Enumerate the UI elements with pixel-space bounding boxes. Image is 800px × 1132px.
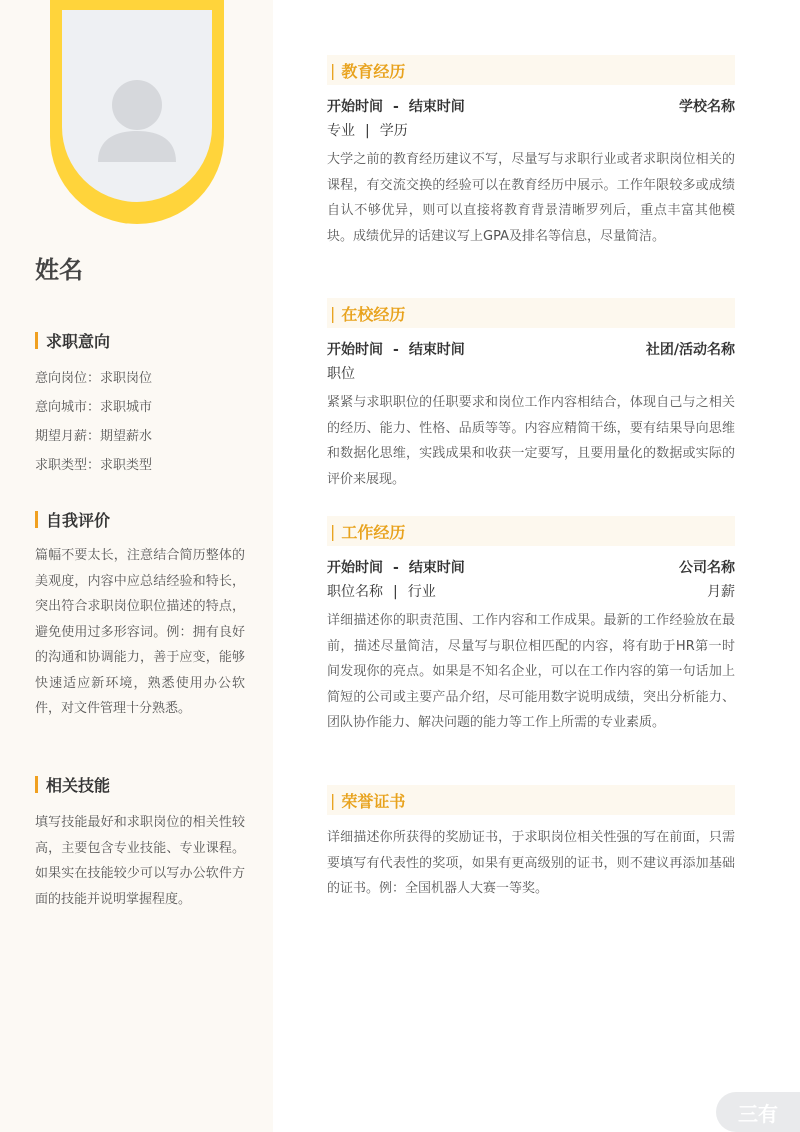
campus-sub-row [327,361,735,385]
intent-title-text: 求职意向 [46,331,111,351]
skills-title-text: 相关技能 [46,775,111,795]
separator: | [365,123,370,139]
candidate-name: 姓名 [35,256,83,284]
company-name: 公司名称 [679,560,735,576]
start-time: 开始时间 [327,342,383,358]
honors-title [327,785,735,815]
job-title: 职位名称 [327,584,383,600]
intent-value: 期望薪水 [100,429,153,444]
major: 专业 [327,123,355,139]
title-accent-bar [35,332,38,349]
education-sub-row [327,118,735,142]
education-period [327,96,465,116]
campus-title [327,298,735,328]
skills-section [35,772,245,912]
intent-section [35,328,245,480]
org-name: 社团/活动名称 [645,342,735,358]
avatar[interactable] [62,10,212,202]
education-title [327,55,735,85]
campus-position: 职位 [327,366,355,382]
intent-item-salary [35,422,245,451]
end-time: 结束时间 [408,342,465,358]
honors-section [327,785,735,902]
intent-value: 求职岗位 [100,371,153,386]
intent-title [35,328,245,352]
watermark-badge: 三有 [716,1092,800,1132]
campus-period [327,339,465,359]
honors-description: 详细描述你所获得的奖励证书，于求职岗位相关性强的写在前面，只需要填写有代表性的奖项，如果有更高级别的证书，则不建议再添加基础的证书。例：全国机器人大赛一等奖。 [327,830,735,896]
work-title-text: 工作经历 [341,522,406,542]
honors-title-text: 荣誉证书 [341,791,406,811]
school-name: 学校名称 [679,99,735,115]
title-accent-bar [35,511,38,528]
degree: 学历 [379,123,408,139]
intent-key: 期望月薪： [35,429,101,444]
start-time: 开始时间 [327,99,383,115]
avatar-frame [50,0,224,224]
work-sub-row [327,579,735,603]
campus-title-text: 在校经历 [341,304,406,324]
campus-description: 紧紧与求职职位的任职要求和岗位工作内容相结合，体现自己与之相关的经历、能力、性格、品质等等。内容应精简干练，要有结果导向思维和数据化思维，实践成果和收获一定要写，且要用量化的数据或实际的评价来展现。 [327,395,735,487]
person-placeholder-icon [62,10,212,202]
work-title [327,516,735,546]
end-time: 结束时间 [408,560,465,576]
work-section [327,516,735,736]
time-dash: - [393,560,399,576]
start-time: 开始时间 [327,560,383,576]
self-eval-title [35,507,245,531]
work-position-industry [327,581,436,601]
education-header-row [327,94,735,118]
intent-key: 意向城市： [35,400,101,415]
end-time: 结束时间 [408,99,465,115]
skills-text: 填写技能最好和求职岗位的相关性较高，主要包含专业技能、专业课程。如果实在技能较少可以写办公软件方面的技能并说明掌握程度。 [35,815,245,907]
education-description: 大学之前的教育经历建议不写，尽量写与求职行业或者求职岗位相关的课程，有交流交换的经验可以在教育经历中展示。工作年限较多或成绩自认不够优异，则可以直接将教育背景清晰罗列后，重点丰富其他模块。成绩优异的话建议写上GPA及排名等信息，尽量简洁。 [327,152,735,244]
intent-item-city [35,393,245,422]
industry: 行业 [407,584,436,600]
intent-key: 求职类型： [35,458,101,473]
intent-value: 求职类型 [100,458,153,473]
title-accent-bar [35,776,38,793]
education-major-degree [327,120,408,140]
self-eval-text: 篇幅不要太长，注意结合简历整体的美观度，内容中应总结经验和特长，突出符合求职岗位职位描述的特点，避免使用过多形容词。例：拥有良好的沟通和协调能力，善于应变，能够快速适应新环境，熟悉使用办公软件，对文件管理十分熟悉。 [35,548,245,716]
title-pipe: | [330,790,336,810]
work-period [327,557,465,577]
title-pipe: | [330,60,336,80]
intent-item-position [35,364,245,393]
education-section [327,55,735,249]
self-eval-title-text: 自我评价 [46,510,111,530]
self-eval-section [35,507,245,722]
time-dash: - [393,342,399,358]
title-pipe: | [330,303,336,323]
title-pipe: | [330,521,336,541]
intent-item-type [35,451,245,480]
education-title-text: 教育经历 [341,61,406,81]
work-description: 详细描述你的职责范围、工作内容和工作成果。最新的工作经验放在最前，描述尽量简洁，尽量写与职位相匹配的内容，将有助于HR第一时间发现你的亮点。如果是不知名企业，可以在工作内容的第一句话加上简短的公司或主要产品介绍，尽可能用数字说明成绩，突出分析能力、团队协作能力、解决问题的能力等工作上所需的专业素质。 [327,613,735,730]
campus-section [327,298,735,492]
time-dash: - [393,99,399,115]
sidebar [0,0,273,1132]
campus-header-row [327,337,735,361]
work-header-row [327,555,735,579]
intent-key: 意向岗位： [35,371,101,386]
intent-value: 求职城市 [100,400,153,415]
separator: | [393,584,398,600]
salary: 月薪 [707,584,735,600]
skills-title [35,772,245,796]
